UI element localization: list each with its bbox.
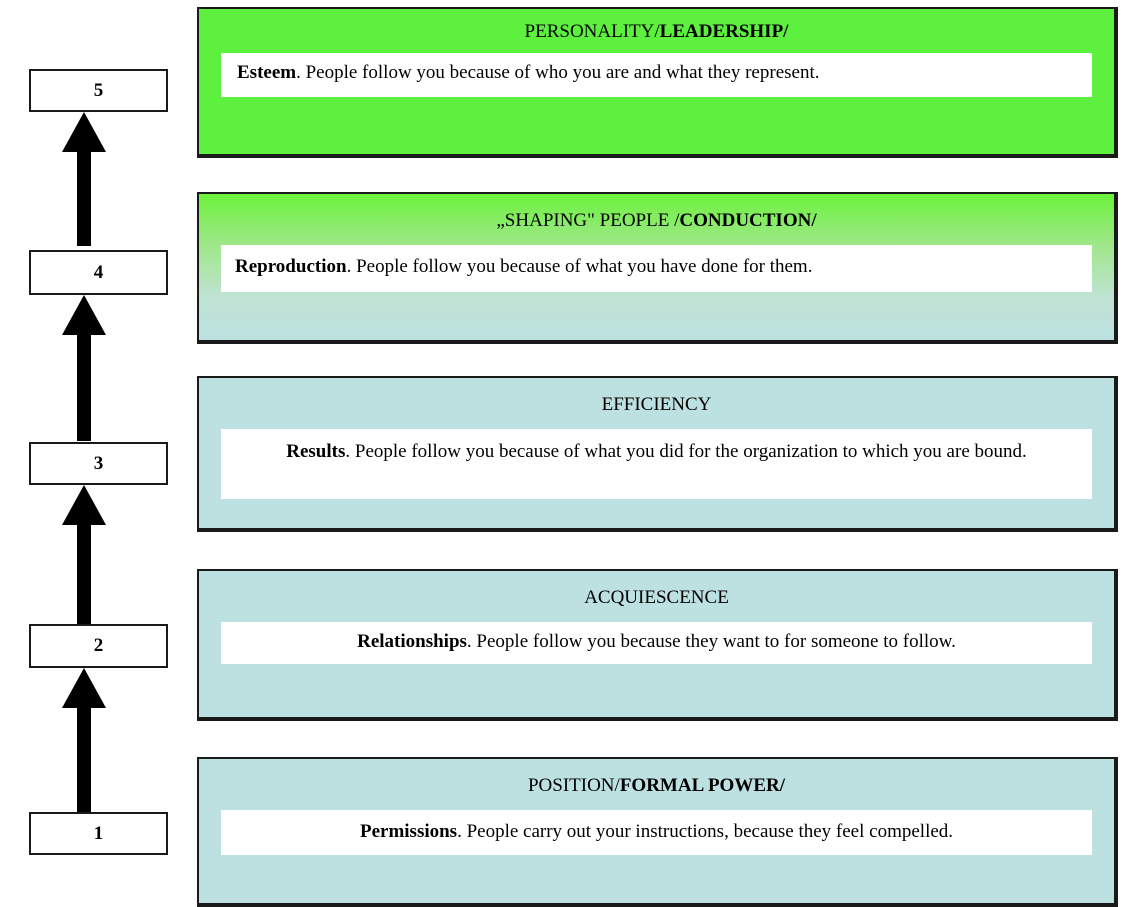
- level-1-panel: [197, 757, 1118, 907]
- level-2-number-box: [29, 624, 168, 668]
- level-3-number-box: [29, 442, 168, 485]
- level-3-title: EFFICIENCY: [601, 394, 712, 415]
- level-5-title: PERSONALITY/LEADERSHIP/: [524, 21, 789, 42]
- level-4-panel: [197, 192, 1118, 344]
- level-3-panel: [197, 376, 1118, 532]
- level-1-description: Permissions. People carry out your instructions, because they feel compelled.: [221, 810, 1092, 855]
- level-2-panel: [197, 569, 1118, 721]
- up-arrow-icon: [60, 295, 108, 441]
- level-4-description: Reproduction. People follow you because of what you have done for them.: [221, 245, 1092, 292]
- level-number: 4: [93, 262, 104, 283]
- level-number: 5: [93, 80, 104, 101]
- level-1-number-box: [29, 812, 168, 855]
- level-5-number-box: [29, 69, 168, 112]
- level-number: 1: [93, 823, 104, 844]
- level-5-panel: [197, 7, 1118, 158]
- level-4-number-box: [29, 250, 168, 295]
- level-5-description: Esteem. People follow you because of who you are and what they represent.: [221, 53, 1092, 97]
- level-3-description: Results. People follow you because of what you did for the organization to which you are bound.: [221, 429, 1092, 499]
- level-2-description: Relationships. People follow you because they want to for someone to follow.: [221, 622, 1092, 664]
- up-arrow-icon: [60, 112, 108, 246]
- level-2-title: ACQUIESCENCE: [584, 587, 729, 608]
- up-arrow-icon: [60, 668, 108, 812]
- level-1-title: POSITION/FORMAL POWER/: [527, 775, 786, 796]
- up-arrow-icon: [60, 485, 108, 624]
- level-4-title: „SHAPING" PEOPLE /CONDUCTION/: [496, 210, 817, 231]
- level-number: 2: [93, 635, 104, 656]
- level-number: 3: [93, 453, 104, 474]
